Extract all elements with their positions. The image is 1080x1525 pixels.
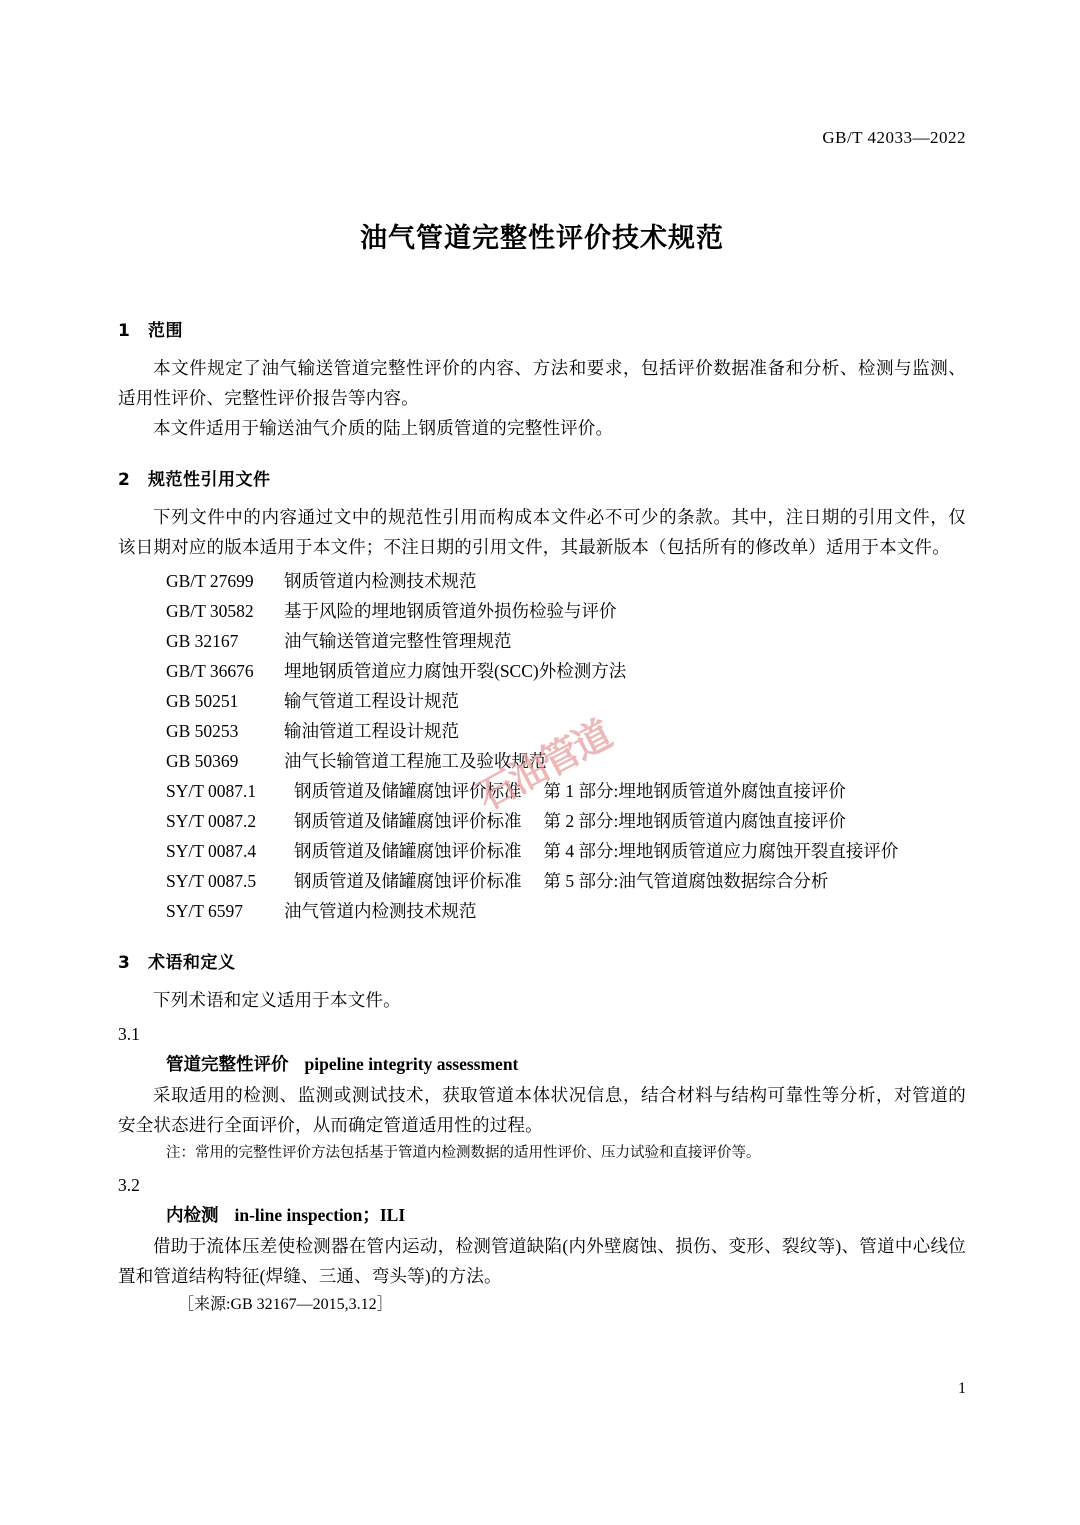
clause-2-number: 2 xyxy=(118,470,131,490)
clause-1-heading xyxy=(118,316,966,341)
term-number-3-2: 3.2 xyxy=(118,1175,140,1195)
reference-title: 油气长输管道工程施工及验收规范 xyxy=(284,751,547,771)
clause-1-number: 1 xyxy=(118,321,131,341)
reference-title: 基于风险的埋地钢质管道外损伤检验与评价 xyxy=(284,601,617,621)
term-en-3-2: in-line inspection；ILI xyxy=(234,1205,406,1225)
clause-2-paragraph-1: 下列文件中的内容通过文中的规范性引用而构成本文件必不可少的条款。其中，注日期的引用文件，仅该日期对应的版本适用于本文件；不注日期的引用文件，其最新版本（包括所有的修改单）适用于本文件。 xyxy=(118,507,966,557)
list-item xyxy=(118,746,966,776)
reference-code: SY/T 0087.5 xyxy=(166,871,257,891)
reference-title: 埋地钢质管道应力腐蚀开裂(SCC)外检测方法 xyxy=(284,661,627,681)
list-item xyxy=(118,596,966,626)
reference-title: 钢质管道及储罐腐蚀评价标准 xyxy=(294,841,522,861)
reference-title: 钢质管道及储罐腐蚀评价标准 xyxy=(294,811,522,831)
reference-title: 钢质管道内检测技术规范 xyxy=(284,571,477,591)
reference-part: 第 2 部分:埋地钢质管道内腐蚀直接评价 xyxy=(543,811,846,831)
reference-code: GB 50251 xyxy=(166,691,239,711)
clause-heading-2 xyxy=(118,465,966,490)
document-title: 油气管道完整性评价技术规范 xyxy=(360,223,724,254)
reference-part: 第 4 部分:埋地钢质管道应力腐蚀开裂直接评价 xyxy=(543,841,899,861)
reference-code: GB/T 27699 xyxy=(166,571,254,591)
list-item xyxy=(118,626,966,656)
reference-title: 输气管道工程设计规范 xyxy=(284,691,459,711)
reference-code: SY/T 0087.4 xyxy=(166,841,257,861)
clause-2-title: 规范性引用文件 xyxy=(148,470,271,490)
clause-heading-3 xyxy=(118,948,966,973)
document-body xyxy=(118,316,966,1319)
list-item xyxy=(118,566,966,596)
reference-part: 第 5 部分:油气管道腐蚀数据综合分析 xyxy=(543,871,829,891)
reference-code: GB/T 30582 xyxy=(166,601,254,621)
reference-title: 钢质管道及储罐腐蚀评价标准 xyxy=(294,781,522,801)
list-item xyxy=(118,656,966,686)
clause-heading-1 xyxy=(118,316,966,341)
term-en-3-1: pipeline integrity assessment xyxy=(304,1054,519,1074)
clause-3-title: 术语和定义 xyxy=(148,953,236,973)
clause-1-title: 范围 xyxy=(148,321,183,341)
clause-3-number: 3 xyxy=(118,953,131,973)
term-definition-3-1: 采取适用的检测、监测或测试技术，获取管道本体状况信息，结合材料与结构可靠性等分析，对管道的安全状态进行全面评价，从而确定管道适用性的过程。 xyxy=(118,1085,966,1135)
clause-2-heading xyxy=(118,465,966,490)
list-item xyxy=(118,836,966,866)
clause-3-paragraph-1: 下列术语和定义适用于本文件。 xyxy=(153,990,401,1010)
term-definition-3-2: 借助于流体压差使检测器在管内运动，检测管道缺陷(内外壁腐蚀、损伤、变形、裂纹等)、管道中心线位置和管道结构特征(焊缝、三通、弯头等)的方法。 xyxy=(118,1236,966,1286)
reference-code: SY/T 0087.2 xyxy=(166,811,257,831)
reference-title: 油气管道内检测技术规范 xyxy=(284,901,477,921)
list-item xyxy=(118,896,966,926)
term-heading-3-1 xyxy=(118,1049,966,1080)
page-number: 1 xyxy=(958,1380,966,1397)
reference-title: 输油管道工程设计规范 xyxy=(284,721,459,741)
term-number-3-1: 3.1 xyxy=(118,1024,140,1044)
reference-title: 油气输送管道完整性管理规范 xyxy=(284,631,512,651)
list-item xyxy=(118,776,966,806)
clause-1-paragraph-2: 本文件适用于输送油气介质的陆上钢质管道的完整性评价。 xyxy=(153,418,614,438)
watermark-text: 石油管道 xyxy=(469,712,618,819)
term-note-3-1: 注：常用的完整性评价方法包括基于管道内检测数据的适用性评价、压力试验和直接评价等。 xyxy=(166,1145,761,1161)
term-cn-3-1: 管道完整性评价 xyxy=(166,1055,289,1075)
list-item xyxy=(118,866,966,896)
reference-code: GB 50369 xyxy=(166,751,239,771)
normative-references-list xyxy=(118,566,966,926)
term-heading-3-2 xyxy=(118,1200,966,1231)
list-item xyxy=(118,716,966,746)
term-cn-3-2: 内检测 xyxy=(166,1206,219,1226)
clause-1-paragraph-1: 本文件规定了油气输送管道完整性评价的内容、方法和要求，包括评价数据准备和分析、检测与监测、适用性评价、完整性评价报告等内容。 xyxy=(118,358,966,408)
list-item xyxy=(118,806,966,836)
reference-code: SY/T 6597 xyxy=(166,901,243,921)
clause-3-heading xyxy=(118,948,966,973)
reference-code: GB/T 36676 xyxy=(166,661,254,681)
page-content xyxy=(118,0,966,1525)
reference-part: 第 1 部分:埋地钢质管道外腐蚀直接评价 xyxy=(543,781,846,801)
reference-code: GB 32167 xyxy=(166,631,239,651)
reference-code: SY/T 0087.1 xyxy=(166,781,257,801)
page-header-standard-code: GB/T 42033—2022 xyxy=(822,128,966,147)
reference-title: 钢质管道及储罐腐蚀评价标准 xyxy=(294,871,522,891)
list-item xyxy=(118,686,966,716)
reference-code: GB 50253 xyxy=(166,721,239,741)
term-source-3-2: ［来源:GB 32167—2015,3.12］ xyxy=(178,1296,393,1313)
